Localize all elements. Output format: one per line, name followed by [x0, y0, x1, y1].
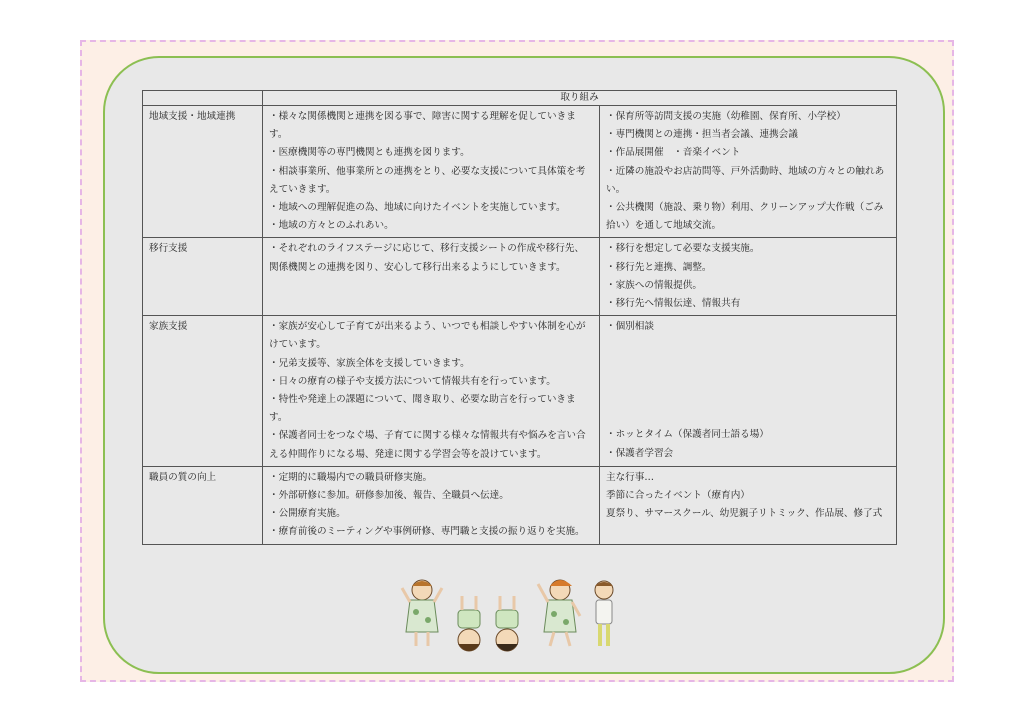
row-left — [263, 106, 600, 238]
list-item: ・外部研修に参加。研修参加後、報告、全職員へ伝達。 — [269, 490, 509, 502]
list-item: ・相談事業所、他事業所との連携をとり、必要な支援について具体策を考えていきます。 — [269, 165, 586, 195]
table-row — [143, 466, 897, 544]
list-item: ・近隣の施設やお店訪問等、戸外活動時、地域の方々との触れあい。 — [606, 165, 885, 195]
row-category: 移行支援 — [143, 238, 263, 316]
list-item: ・個別相談 — [606, 321, 654, 333]
child-figure — [402, 580, 442, 646]
list-item: 夏祭り、サマースクール、幼児親子リトミック、作品展、修了式 — [606, 508, 883, 520]
child-figure — [595, 581, 613, 646]
child-figure — [496, 596, 518, 651]
list-item: ・兄弟支援等、家族全体を支援していきます。 — [269, 357, 470, 369]
list-item: ・移行を想定して必要な支援実施。 — [606, 243, 760, 255]
child-figure — [538, 580, 580, 646]
list-item: ・公開療育実施。 — [269, 508, 346, 520]
list-item: ・保護者同士をつなぐ場、子育てに関する様々な情報共有や悩みを言い合える仲間作りになる場、発達に関する学習会等を設けています。 — [269, 430, 586, 460]
list-item: ・地域の方々とのふれあい。 — [269, 220, 394, 232]
list-item: ・保護者学習会 — [606, 447, 674, 459]
list-item: ・専門機関との連携・担当者会議、連携会議 — [606, 129, 798, 141]
spacer — [606, 336, 890, 426]
list-item: ・移行先と連携、調整。 — [606, 261, 712, 273]
list-item: ・それぞれのライフステージに応じて、移行支援シートの作成や移行先、関係機関との連携を図り、安心して移行出来るようにしていきます。 — [269, 243, 585, 273]
row-right — [600, 106, 897, 238]
row-left — [263, 238, 600, 316]
row-category: 家族支援 — [143, 316, 263, 467]
child-figure — [458, 596, 480, 651]
row-left — [263, 316, 600, 467]
list-item: ・家族が安心して子育てが出来るよう、いつでも相談しやすい体制を心がけています。 — [269, 321, 586, 351]
table-row — [143, 238, 897, 316]
header-blank — [143, 91, 263, 106]
row-left — [263, 466, 600, 544]
children-illustration — [400, 576, 622, 664]
list-item: ・作品展開催 ・音楽イベント — [606, 147, 741, 159]
list-item: ・保育所等訪問支援の実施（幼稚園、保育所、小学校） — [606, 111, 846, 122]
row-right — [600, 238, 897, 316]
list-item: ・家族への情報提供。 — [606, 279, 702, 291]
support-table — [142, 90, 897, 545]
table-header — [143, 91, 897, 106]
list-item: ・公共機関（施設、乗り物）利用、クリーンアップ大作戦（ごみ拾い）を通して地域交流。 — [606, 202, 884, 232]
list-item: ・療育前後のミーティングや事例研修、専門職と支援の振り返りを実施。 — [269, 526, 585, 538]
list-item: ・特性や発達上の課題について、聞き取り、必要な助言を行っていきます。 — [269, 394, 576, 424]
row-right — [600, 466, 897, 544]
row-category: 職員の質の向上 — [143, 466, 263, 544]
header-title: 取り組み — [263, 91, 897, 106]
list-item: ・地域への理解促進の為、地域に向けたイベントを実施しています。 — [269, 202, 566, 214]
list-item: ・ホッとタイム（保護者同士語る場） — [606, 429, 769, 441]
list-item: 季節に合ったイベント（療育内） — [606, 490, 750, 502]
table-row — [143, 316, 897, 467]
table-row — [143, 106, 897, 238]
list-item: ・様々な関係機関と連携を図る事で、障害に関する理解を促していきます。 — [269, 111, 576, 141]
list-item: ・定期的に職場内での職員研修実施。 — [269, 471, 433, 483]
list-item: ・医療機関等の専門機関とも連携を図ります。 — [269, 147, 470, 159]
list-item: ・日々の療育の様子や支援方法について情報共有を行っています。 — [269, 375, 556, 387]
row-category: 地域支援・地域連携 — [143, 106, 263, 238]
list-item: 主な行事… — [606, 471, 654, 483]
list-item: ・移行先へ情報伝達、情報共有 — [606, 298, 741, 310]
row-right — [600, 316, 897, 467]
